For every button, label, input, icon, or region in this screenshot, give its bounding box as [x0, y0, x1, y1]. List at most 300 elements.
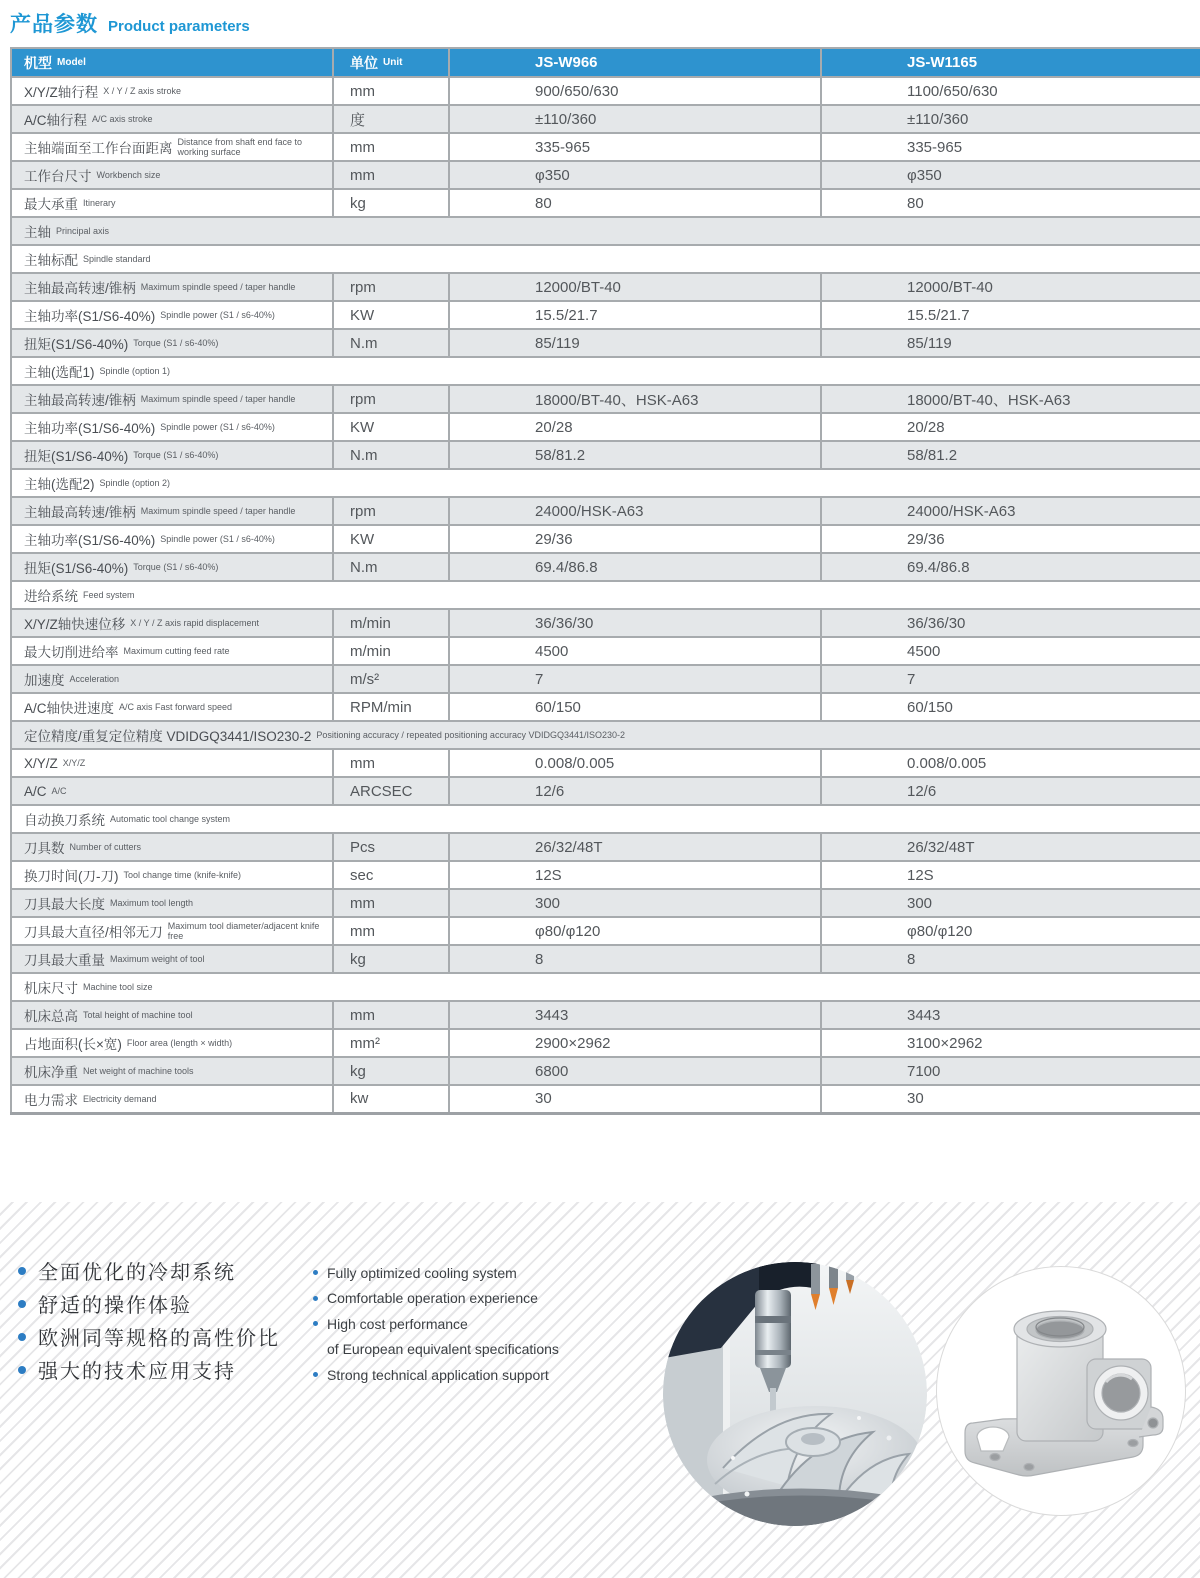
spec-row: [11, 497, 1200, 525]
spec-label-cell: [11, 105, 333, 133]
unit-value: rpm: [350, 278, 376, 296]
model1-value-cell: [449, 693, 821, 721]
section-label-en: Positioning accuracy / repeated positioning accuracy VDIDGQ3441/ISO230-2: [316, 729, 625, 740]
model2-value-cell: [821, 329, 1200, 357]
spec-table: [10, 47, 1200, 1115]
model1-value-cell: [449, 413, 821, 441]
spec-label-cell: [11, 413, 333, 441]
spec-row: [11, 553, 1200, 581]
model2-value-cell: [821, 553, 1200, 581]
model2-value: 58/81.2: [907, 446, 958, 464]
cnc-machining-illustration: [663, 1262, 927, 1526]
unit-value: mm: [350, 138, 375, 156]
spec-row: [11, 441, 1200, 469]
spec-row: [11, 105, 1200, 133]
unit-value: mm: [350, 166, 375, 184]
model2-value: 60/150: [907, 698, 953, 716]
spec-label-zh: 机床总高: [24, 1009, 78, 1024]
spec-label-cell: [11, 889, 333, 917]
model1-value-cell: [449, 945, 821, 973]
model2-value: 24000/HSK-A63: [907, 502, 1016, 520]
spec-label-cell: [11, 273, 333, 301]
unit-cell: [333, 1057, 449, 1085]
spec-label: [12, 137, 332, 158]
table-header-row: [11, 48, 1200, 77]
spec-label-cell: [11, 609, 333, 637]
section-label-zh: 定位精度/重复定位精度 VDIDGQ3441/ISO230-2: [24, 729, 312, 744]
spec-label-zh: A/C: [24, 783, 47, 799]
model2-value: 20/28: [907, 418, 945, 436]
spec-label: [12, 165, 332, 185]
model1-value-cell: [449, 609, 821, 637]
spec-label-zh: X/Y/Z轴行程: [24, 85, 99, 100]
spec-label-en: Maximum tool diameter/adjacent knife free: [167, 920, 320, 941]
feature-list-en: [313, 1260, 559, 1388]
model2-value-cell: [821, 917, 1200, 945]
spec-label-cell: [11, 861, 333, 889]
model1-value-cell: [449, 917, 821, 945]
spec-label-cell: [11, 161, 333, 189]
spec-label-en: Floor area (length × width): [126, 1037, 233, 1048]
spec-row: [11, 525, 1200, 553]
spec-row: [11, 777, 1200, 805]
spec-label-en: Maximum spindle speed / taper handle: [140, 393, 296, 404]
model1-value: 12/6: [535, 782, 565, 800]
spec-row: [11, 637, 1200, 665]
section-label: [12, 977, 1200, 997]
spec-row: [11, 1029, 1200, 1057]
spec-row: [11, 693, 1200, 721]
unit-cell: [333, 1085, 449, 1113]
unit-value: KW: [350, 418, 375, 436]
spec-label-cell: [11, 665, 333, 693]
section-cell: [11, 469, 1200, 497]
spec-label-cell: [11, 497, 333, 525]
model2-value: 15.5/21.7: [907, 306, 970, 324]
unit-value: rpm: [350, 390, 376, 408]
feature-item-en: [313, 1362, 559, 1388]
model2-value: 4500: [907, 642, 941, 660]
spec-row: [11, 301, 1200, 329]
section-label-zh: 主轴标配: [24, 253, 78, 268]
model2-value: φ350: [907, 166, 942, 184]
model1-column-header: [449, 48, 821, 77]
spec-label-en: Net weight of machine tools: [83, 1065, 194, 1076]
section-cell: [11, 721, 1200, 749]
unit-value: KW: [350, 530, 375, 548]
unit-cell: [333, 665, 449, 693]
model2-value-cell: [821, 133, 1200, 161]
section-row: [11, 357, 1200, 385]
spec-label-en: Tool change time (knife-knife): [123, 869, 242, 880]
spec-row: [11, 861, 1200, 889]
spec-label-cell: [11, 189, 333, 217]
spec-label-zh: 刀具最大直径/相邻无刀: [24, 925, 163, 940]
model1-value-cell: [449, 1085, 821, 1113]
spec-label-cell: [11, 553, 333, 581]
section-row: [11, 245, 1200, 273]
spec-label: [12, 305, 332, 325]
unit-value: m/min: [350, 614, 391, 632]
model1-value: 24000/HSK-A63: [535, 502, 644, 520]
unit-value: mm: [350, 754, 375, 772]
unit-value: kw: [350, 1090, 369, 1108]
model2-value-cell: [821, 77, 1200, 105]
feature-text-zh: 全面优化的冷却系统: [38, 1262, 236, 1284]
feature-item-en: [313, 1260, 559, 1286]
model1-value-cell: [449, 301, 821, 329]
model2-value: 29/36: [907, 530, 945, 548]
spec-label-cell: [11, 441, 333, 469]
model2-value: 8: [907, 950, 916, 968]
spec-label-cell: [11, 637, 333, 665]
bullet-dot: [313, 1372, 318, 1377]
feature-text-zh: 舒适的操作体验: [38, 1295, 192, 1317]
unit-value: 度: [350, 111, 366, 129]
spec-row: [11, 749, 1200, 777]
section-label: [12, 725, 1200, 745]
model1-value-cell: [449, 189, 821, 217]
spec-label: [12, 893, 332, 913]
spec-label-zh: 主轴功率(S1/S6-40%): [24, 533, 156, 548]
section-label-en: Spindle (option 2): [99, 477, 171, 488]
model1-name: JS-W966: [535, 54, 598, 71]
spec-label-zh: 最大切削进给率: [24, 645, 119, 660]
page-title-en: Product parameters: [108, 18, 250, 35]
spec-label-zh: 刀具最大重量: [24, 953, 105, 968]
unit-cell: [333, 413, 449, 441]
page-title: [10, 8, 250, 38]
model2-value: φ80/φ120: [907, 922, 973, 940]
model1-value-cell: [449, 637, 821, 665]
model1-value: 4500: [535, 642, 569, 660]
model2-name: JS-W1165: [907, 54, 978, 71]
spec-label: [12, 277, 332, 297]
spec-label-cell: [11, 777, 333, 805]
unit-value: N.m: [350, 446, 378, 464]
model1-value: 3443: [535, 1006, 569, 1024]
spec-row: [11, 273, 1200, 301]
spec-label-en: Distance from shaft end face to working surface: [177, 136, 303, 157]
model1-value: 20/28: [535, 418, 573, 436]
spec-label-cell: [11, 77, 333, 105]
spec-label-cell: [11, 833, 333, 861]
model2-value-cell: [821, 1029, 1200, 1057]
spec-label-zh: 刀具最大长度: [24, 897, 105, 912]
model2-value: 69.4/86.8: [907, 558, 970, 576]
spec-row: [11, 77, 1200, 105]
model1-value: 900/650/630: [535, 82, 619, 100]
spec-label: [12, 837, 332, 857]
spec-label-cell: [11, 1057, 333, 1085]
model2-column-header: [821, 48, 1200, 77]
unit-cell: [333, 161, 449, 189]
model1-value: ±110/360: [535, 110, 597, 128]
spec-label-en: Torque (S1 / s6-40%): [133, 449, 219, 460]
spec-label-en: A/C: [51, 785, 67, 796]
unit-value: N.m: [350, 558, 378, 576]
unit-column-header: [333, 48, 449, 77]
unit-cell: [333, 133, 449, 161]
model2-value: 12S: [907, 866, 934, 884]
spec-row: [11, 189, 1200, 217]
unit-value: kg: [350, 1062, 366, 1080]
unit-value: m/s²: [350, 670, 380, 688]
section-label: [12, 249, 1200, 269]
model2-value-cell: [821, 1057, 1200, 1085]
spec-row: [11, 329, 1200, 357]
unit-cell: [333, 693, 449, 721]
model1-value-cell: [449, 553, 821, 581]
model1-value: 26/32/48T: [535, 838, 603, 856]
unit-value: mm: [350, 894, 375, 912]
unit-value: kg: [350, 950, 366, 968]
spec-label: [12, 109, 332, 129]
spec-label: [12, 1089, 332, 1109]
model-column-header: [11, 48, 333, 77]
model2-value: ±110/360: [907, 110, 969, 128]
model2-value-cell: [821, 609, 1200, 637]
model2-value-cell: [821, 189, 1200, 217]
model1-value: 335-965: [535, 138, 591, 156]
section-row: [11, 469, 1200, 497]
model1-value: φ80/φ120: [535, 922, 601, 940]
spec-label-cell: [11, 301, 333, 329]
spec-label-cell: [11, 1085, 333, 1113]
section-label: [12, 221, 1200, 241]
unit-value: mm: [350, 922, 375, 940]
bullet-dot: [313, 1270, 318, 1275]
model1-value: 12000/BT-40: [535, 278, 621, 296]
spec-label-en: Torque (S1 / s6-40%): [133, 561, 219, 572]
model1-value-cell: [449, 105, 821, 133]
model1-value-cell: [449, 861, 821, 889]
model1-value-cell: [449, 385, 821, 413]
model1-value: 12S: [535, 866, 562, 884]
spec-label-cell: [11, 945, 333, 973]
model1-value-cell: [449, 497, 821, 525]
model2-value-cell: [821, 273, 1200, 301]
spec-label-en: Maximum weight of tool: [110, 953, 205, 964]
section-label: [12, 361, 1200, 381]
spec-label-zh: A/C轴行程: [24, 113, 88, 128]
model1-value: φ350: [535, 166, 570, 184]
spec-label-zh: 主轴功率(S1/S6-40%): [24, 421, 156, 436]
feature-text-en: Fully optimized cooling system: [327, 1264, 517, 1281]
model2-value-cell: [821, 441, 1200, 469]
model2-value-cell: [821, 833, 1200, 861]
section-label: [12, 809, 1200, 829]
model2-value-cell: [821, 105, 1200, 133]
unit-value: m/min: [350, 642, 391, 660]
model1-value-cell: [449, 525, 821, 553]
unit-value: sec: [350, 866, 374, 884]
feature-item-en-continuation: [313, 1337, 559, 1363]
model2-value-cell: [821, 497, 1200, 525]
spec-label-en: Number of cutters: [69, 841, 142, 852]
model2-value-cell: [821, 749, 1200, 777]
spec-row: [11, 161, 1200, 189]
feature-text-en: High cost performance: [327, 1315, 468, 1332]
unit-cell: [333, 749, 449, 777]
spec-label-en: Spindle power (S1 / s6-40%): [160, 533, 275, 544]
spec-label-zh: 换刀时间(刀-刀): [24, 869, 119, 884]
section-label-en: Spindle standard: [83, 253, 151, 264]
section-cell: [11, 217, 1200, 245]
model1-value-cell: [449, 133, 821, 161]
spec-label-en: Spindle power (S1 / s6-40%): [160, 421, 275, 432]
unit-cell: [333, 497, 449, 525]
spec-label: [12, 529, 332, 549]
bullet-dot: [18, 1333, 26, 1341]
model2-value-cell: [821, 637, 1200, 665]
model1-value: 15.5/21.7: [535, 306, 598, 324]
model1-value: 29/36: [535, 530, 573, 548]
unit-cell: [333, 77, 449, 105]
spec-label: [12, 641, 332, 661]
spec-row: [11, 665, 1200, 693]
model2-value-cell: [821, 777, 1200, 805]
spec-label: [12, 921, 332, 942]
bullet-dot: [313, 1321, 318, 1326]
model1-value: 36/36/30: [535, 614, 594, 632]
model2-value-cell: [821, 861, 1200, 889]
section-row: [11, 217, 1200, 245]
model1-value-cell: [449, 273, 821, 301]
section-label: [12, 585, 1200, 605]
spec-row: [11, 945, 1200, 973]
section-label-zh: 主轴(选配2): [24, 477, 95, 492]
unit-cell: [333, 777, 449, 805]
spec-label: [12, 389, 332, 409]
model-header-zh: 机型: [24, 54, 52, 71]
model2-value: 85/119: [907, 334, 952, 352]
spec-row: [11, 1085, 1200, 1113]
model2-value-cell: [821, 525, 1200, 553]
section-label-zh: 进给系统: [24, 589, 78, 604]
model2-value: 26/32/48T: [907, 838, 975, 856]
section-label-en: Feed system: [83, 589, 135, 600]
unit-cell: [333, 385, 449, 413]
spec-label: [12, 445, 332, 465]
section-cell: [11, 973, 1200, 1001]
spec-label: [12, 865, 332, 885]
unit-value: RPM/min: [350, 698, 412, 716]
model1-value: 6800: [535, 1062, 569, 1080]
unit-value: ARCSEC: [350, 782, 413, 800]
unit-value: kg: [350, 194, 366, 212]
spec-label-en: A/C axis Fast forward speed: [119, 701, 233, 712]
bullet-dot: [18, 1366, 26, 1374]
unit-value: N.m: [350, 334, 378, 352]
spec-label-en: Acceleration: [69, 673, 120, 684]
model2-value-cell: [821, 693, 1200, 721]
feature-item-en: [313, 1311, 559, 1337]
spec-label-en: Maximum cutting feed rate: [123, 645, 230, 656]
model2-value-cell: [821, 413, 1200, 441]
model2-value: 0.008/0.005: [907, 754, 987, 772]
unit-cell: [333, 105, 449, 133]
section-label-zh: 主轴: [24, 225, 51, 240]
section-row: [11, 805, 1200, 833]
unit-cell: [333, 945, 449, 973]
model1-value: 30: [535, 1090, 552, 1108]
machined-part-illustration: [937, 1267, 1185, 1515]
section-label-zh: 主轴(选配1): [24, 365, 95, 380]
spec-label: [12, 417, 332, 437]
feature-text-en: Strong technical application support: [327, 1366, 549, 1383]
spec-table-body: [11, 77, 1200, 1113]
model1-value-cell: [449, 77, 821, 105]
spec-label-en: X / Y / Z axis stroke: [103, 85, 181, 96]
spec-label-zh: 扭矩(S1/S6-40%): [24, 337, 129, 352]
unit-header-zh: 单位: [350, 54, 378, 71]
model2-value-cell: [821, 385, 1200, 413]
spec-label-zh: 主轴最高转速/锥柄: [24, 505, 136, 520]
spec-label-en: Total height of machine tool: [83, 1009, 193, 1020]
feature-item-zh: [18, 1287, 280, 1320]
spec-label-en: Spindle power (S1 / s6-40%): [160, 309, 275, 320]
unit-value: rpm: [350, 502, 376, 520]
spec-label: [12, 756, 332, 771]
model2-value-cell: [821, 945, 1200, 973]
feature-text-zh: 强大的技术应用支持: [38, 1361, 236, 1383]
feature-item-zh: [18, 1254, 280, 1287]
model1-value: 18000/BT-40、HSK-A63: [535, 391, 699, 409]
model2-value-cell: [821, 665, 1200, 693]
unit-value: Pcs: [350, 838, 376, 856]
model2-value-cell: [821, 1085, 1200, 1113]
model2-value-cell: [821, 161, 1200, 189]
spec-label-zh: 加速度: [24, 673, 65, 688]
model1-value-cell: [449, 161, 821, 189]
features-section: [0, 1202, 1200, 1578]
spec-label-en: Workbench size: [96, 169, 161, 180]
model2-value-cell: [821, 1001, 1200, 1029]
spec-row: [11, 385, 1200, 413]
model2-value-cell: [821, 301, 1200, 329]
unit-cell: [333, 609, 449, 637]
unit-cell: [333, 637, 449, 665]
unit-cell: [333, 553, 449, 581]
feature-text-en: of European equivalent specifications: [327, 1341, 559, 1358]
spec-label-zh: 刀具数: [24, 841, 65, 856]
model1-value-cell: [449, 833, 821, 861]
spec-label-zh: 占地面积(长×宽): [24, 1037, 122, 1052]
bullet-dot: [313, 1296, 318, 1301]
spec-label-en: Itinerary: [83, 197, 116, 208]
spec-label: [12, 501, 332, 521]
model1-value-cell: [449, 1001, 821, 1029]
unit-header-en: Unit: [383, 57, 403, 68]
page-title-zh: 产品参数: [10, 13, 98, 36]
model1-value-cell: [449, 777, 821, 805]
section-cell: [11, 357, 1200, 385]
spec-label-en: X / Y / Z axis rapid displacement: [130, 617, 259, 628]
spec-label-zh: 主轴端面至工作台面距离: [24, 141, 173, 156]
spec-label-cell: [11, 329, 333, 357]
unit-cell: [333, 917, 449, 945]
feature-text-en: Comfortable operation experience: [327, 1290, 538, 1307]
model1-value: 69.4/86.8: [535, 558, 598, 576]
spec-label: [12, 669, 332, 689]
model1-value: 58/81.2: [535, 446, 586, 464]
model2-value: 1100/650/630: [907, 82, 998, 100]
model2-value: 18000/BT-40、HSK-A63: [907, 391, 1071, 409]
spec-label-zh: 主轴最高转速/锥柄: [24, 281, 136, 296]
unit-value: mm²: [350, 1034, 380, 1052]
section-row: [11, 721, 1200, 749]
